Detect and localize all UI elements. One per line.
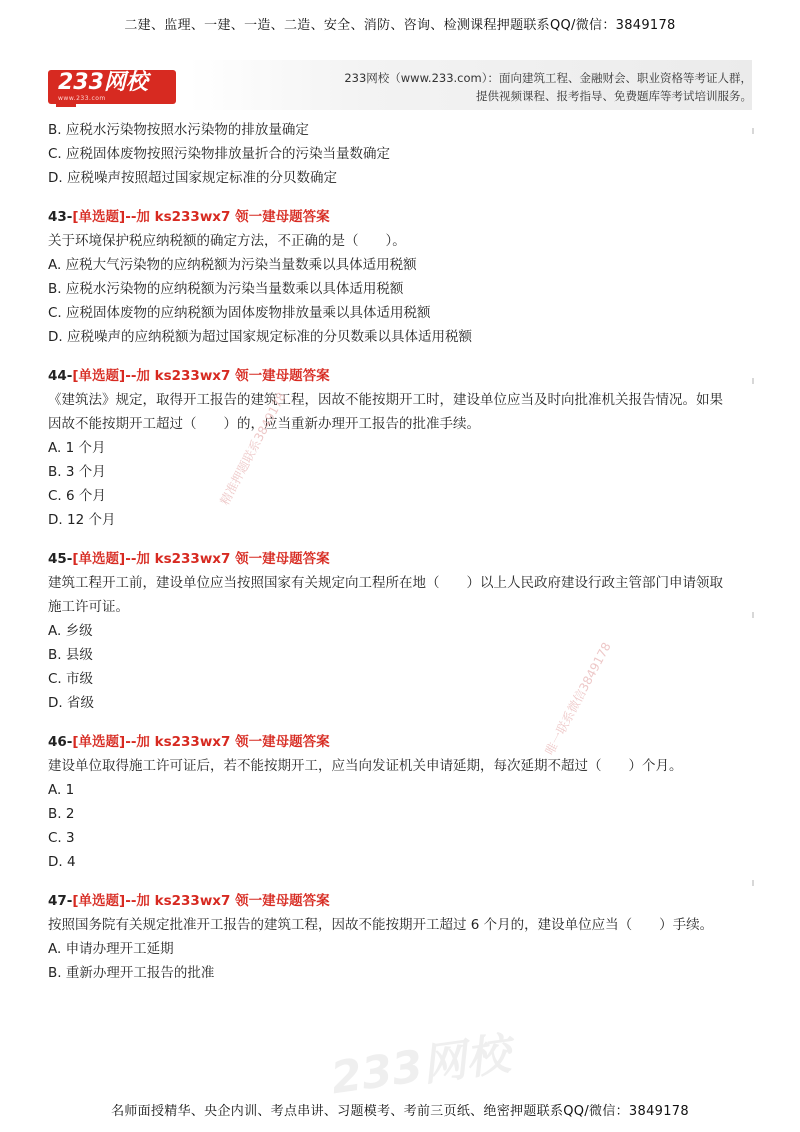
option: C. 6 个月	[48, 488, 106, 504]
question-tag: [单选题]--加 ks233wx7 领一建母题答案	[72, 551, 330, 567]
question-tag: [单选题]--加 ks233wx7 领一建母题答案	[72, 209, 330, 225]
question-stem: 建筑工程开工前，建设单位应当按照国家有关规定向工程所在地（ ）以上人民政府建设行政主管部门申请领取	[48, 575, 723, 591]
question-heading	[48, 205, 752, 229]
option: B. 2	[48, 806, 75, 822]
question-45	[48, 547, 752, 715]
header-description	[272, 69, 752, 105]
question-tag: [单选题]--加 ks233wx7 领一建母题答案	[72, 893, 330, 909]
option: C. 3	[48, 830, 75, 846]
question-number: 44-	[48, 368, 73, 384]
question-44	[48, 364, 752, 532]
margin-mark	[752, 612, 754, 618]
question-stem: 施工许可证。	[48, 599, 129, 615]
question-number: 45-	[48, 551, 73, 567]
margin-mark	[752, 128, 754, 134]
option: A. 1	[48, 782, 75, 798]
top-contact-banner: 二建、监理、一建、一造、二造、安全、消防、咨询、检测课程押题联系QQ/微信：3849178	[124, 18, 676, 33]
question-tag: [单选题]--加 ks233wx7 领一建母题答案	[72, 734, 330, 750]
option: D. 12 个月	[48, 512, 116, 528]
question-stem: 《建筑法》规定，取得开工报告的建筑工程，因故不能按期开工时，建设单位应当及时向批准机关报告情况。如果	[48, 392, 723, 408]
option: A. 乡级	[48, 623, 93, 639]
question-number: 47-	[48, 893, 73, 909]
header-line-2: 提供视频课程、报考指导、免费题库等考试培训服务。	[476, 89, 752, 103]
question-stem: 按照国务院有关规定批准开工报告的建筑工程，因故不能按期开工超过 6 个月的，建设单位应当（ ）手续。	[48, 917, 714, 933]
question-heading	[48, 547, 752, 571]
question-number: 43-	[48, 209, 73, 225]
option: B. 重新办理开工报告的批准	[48, 965, 215, 981]
logo-underline	[56, 104, 76, 107]
previous-question-options	[48, 118, 752, 190]
watermark-logo: 233网校	[327, 1028, 514, 1105]
margin-mark	[752, 880, 754, 886]
option: D. 应税噪声的应纳税额为超过国家规定标准的分贝数乘以具体适用税额	[48, 329, 472, 345]
question-47	[48, 889, 752, 985]
question-heading	[48, 364, 752, 388]
question-number: 46-	[48, 734, 73, 750]
option: B. 3 个月	[48, 464, 106, 480]
option: C. 应税固体废物的应纳税额为固体废物排放量乘以具体适用税额	[48, 305, 431, 321]
option: B. 县级	[48, 647, 93, 663]
header-line-1: 233网校（www.233.com）：面向建筑工程、金融财会、职业资格等考证人群，	[344, 71, 752, 85]
question-tag: [单选题]--加 ks233wx7 领一建母题答案	[72, 368, 330, 384]
question-46	[48, 730, 752, 874]
logo-subtext: www.233.com	[58, 95, 106, 102]
question-stem: 建设单位取得施工许可证后，若不能按期开工，应当向发证机关申请延期，每次延期不超过（ ）个月。	[48, 758, 683, 774]
option: C. 市级	[48, 671, 94, 687]
question-heading	[48, 730, 752, 754]
question-stem: 因故不能按期开工超过（ ）的，应当重新办理开工报告的批准手续。	[48, 416, 480, 432]
question-stem: 关于环境保护税应纳税额的确定方法，不正确的是（ ）。	[48, 233, 406, 249]
option: B. 应税水污染物的应纳税额为污染当量数乘以具体适用税额	[48, 281, 404, 297]
question-heading	[48, 889, 752, 913]
question-43	[48, 205, 752, 349]
option: D. 省级	[48, 695, 94, 711]
footer-contact-banner: 名师面授精华、央企内训、考点串讲、习题模考、考前三页纸、绝密押题联系QQ/微信：3849178	[111, 1104, 689, 1119]
option: B. 应税水污染物按照水污染物的排放量确定	[48, 122, 309, 138]
option: A. 应税大气污染物的应纳税额为污染当量数乘以具体适用税额	[48, 257, 417, 273]
option: A. 申请办理开工延期	[48, 941, 174, 957]
watermark-text: 精准押题联系3849178	[217, 390, 289, 508]
margin-mark	[752, 378, 754, 384]
option: C. 应税固体废物按照污染物排放量折合的污染当量数确定	[48, 146, 391, 162]
option: D. 应税噪声按照超过国家规定标准的分贝数确定	[48, 170, 337, 186]
logo-text: 233网校	[58, 70, 148, 95]
option: A. 1 个月	[48, 440, 106, 456]
watermark-text: 唯一联系微信3849178	[542, 640, 614, 758]
site-logo	[48, 70, 176, 104]
question-content	[48, 118, 752, 985]
option: D. 4	[48, 854, 76, 870]
